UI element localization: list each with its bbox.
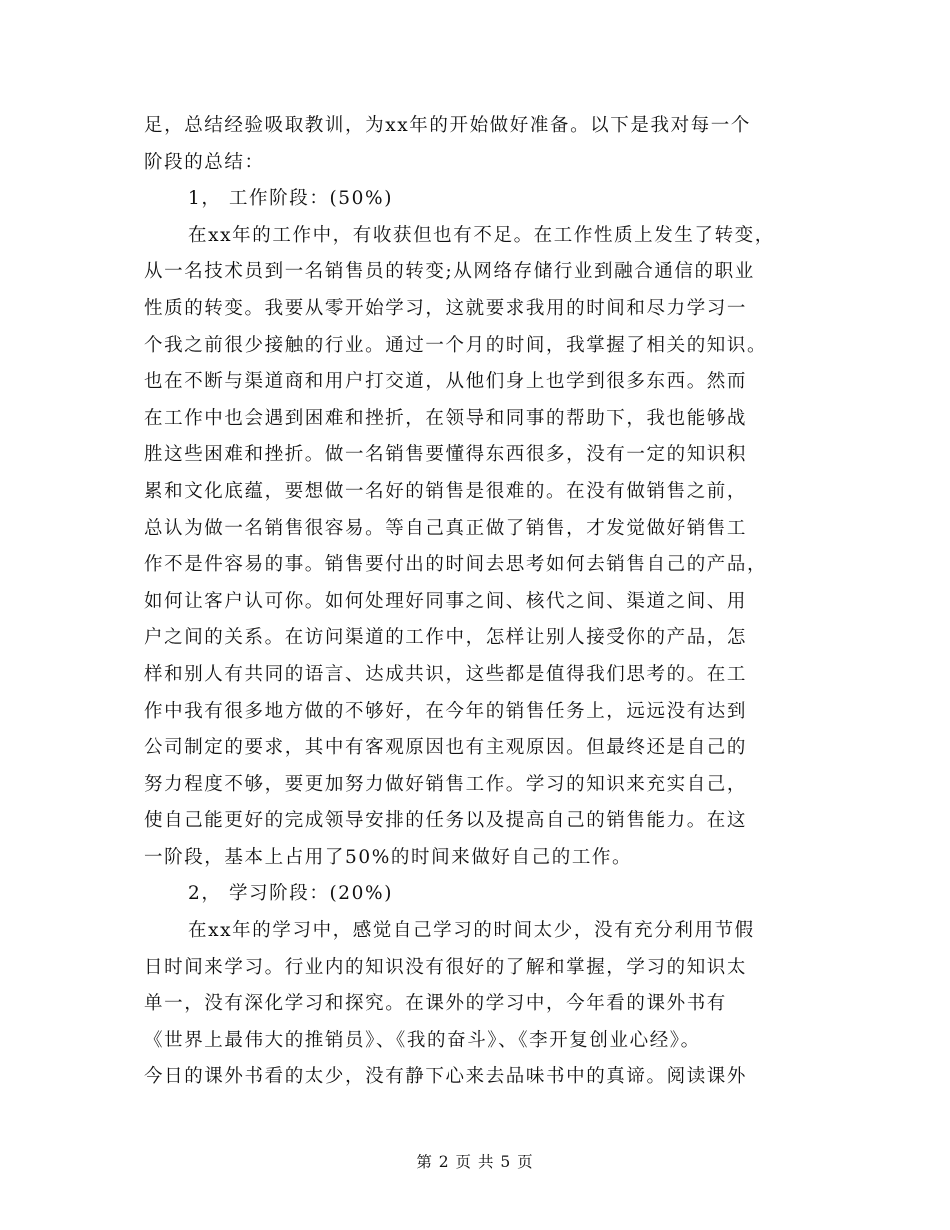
text-line: 在工作中也会遇到困难和挫折，在领导和同事的帮助下，我也能够战 [144,407,748,429]
text-line: 也在不断与渠道商和用户打交道，从他们身上也学到很多东西。然而 [144,371,748,393]
text-line: 从一名技术员到一名销售员的转变;从网络存储行业到融合通信的职业 [144,261,755,283]
text-line: 作中我有很多地方做的不够好，在今年的销售任务上，远远没有达到 [144,700,748,722]
text-line: 一阶段，基本上占用了50%的时间来做好自己的工作。 [144,846,633,868]
text-line: 足，总结经验吸取教训，为xx年的开始做好准备。以下是我对每一个 [144,115,751,136]
page-number-footer: 第 2 页 共 5 页 [416,1153,534,1171]
text-line: 阶段的总结： [144,151,265,173]
text-line: 性质的转变。我要从零开始学习，这就要求我用的时间和尽力学习一 [144,297,748,319]
paragraph-start: 在xx年的学习中，感觉自己学习的时间太少，没有充分利用节假 [188,920,755,942]
text-line: 如何让客户认可你。如何处理好同事之间、核代之间、渠道之间、用 [144,590,748,612]
text-line: 单一，没有深化学习和探究。在课外的学习中，今年看的课外书有 [144,993,727,1015]
section-heading-work: 1， 工作阶段：(50%) [188,188,394,210]
text-line: 总认为做一名销售很容易。等自己真正做了销售，才发觉做好销售工 [144,517,748,539]
text-line: 户之间的关系。在访问渠道的工作中，怎样让别人接受你的产品，怎 [144,627,748,649]
text-line: 样和别人有共同的语言、达成共识，这些都是值得我们思考的。在工 [144,663,748,685]
text-line: 使自己能更好的完成领导安排的任务以及提高自己的销售能力。在这 [144,810,748,832]
text-line: 努力程度不够，要更加努力做好销售工作。学习的知识来充实自己， [144,773,748,795]
text-line: 公司制定的要求，其中有客观原因也有主观原因。但最终还是自己的 [144,737,748,759]
text-line: 个我之前很少接触的行业。通过一个月的时间，我掌握了相关的知识。 [144,334,768,356]
text-line: 累和文化底蕴，要想做一名好的销售是很难的。在没有做销售之前， [144,480,748,502]
document-body [144,108,814,1096]
text-line: 《世界上最伟大的推销员》、《我的奋斗》、《李开复创业心经》。 [144,1029,701,1051]
text-line: 日时间来学习。行业内的知识没有很好的了解和掌握，学习的知识太 [144,956,748,978]
paragraph-start: 在xx年的工作中，有收获但也有不足。在工作性质上发生了转变， [188,224,775,246]
section-heading-study: 2， 学习阶段：(20%) [188,883,394,905]
text-line: 作不是件容易的事。销售要付出的时间去思考如何去销售自己的产品， [144,554,768,576]
text-line: 今日的课外书看的太少，没有静下心来去品味书中的真谛。阅读课外 [144,1066,748,1088]
text-line: 胜这些困难和挫折。做一名销售要懂得东西很多，没有一定的知识积 [144,444,748,466]
